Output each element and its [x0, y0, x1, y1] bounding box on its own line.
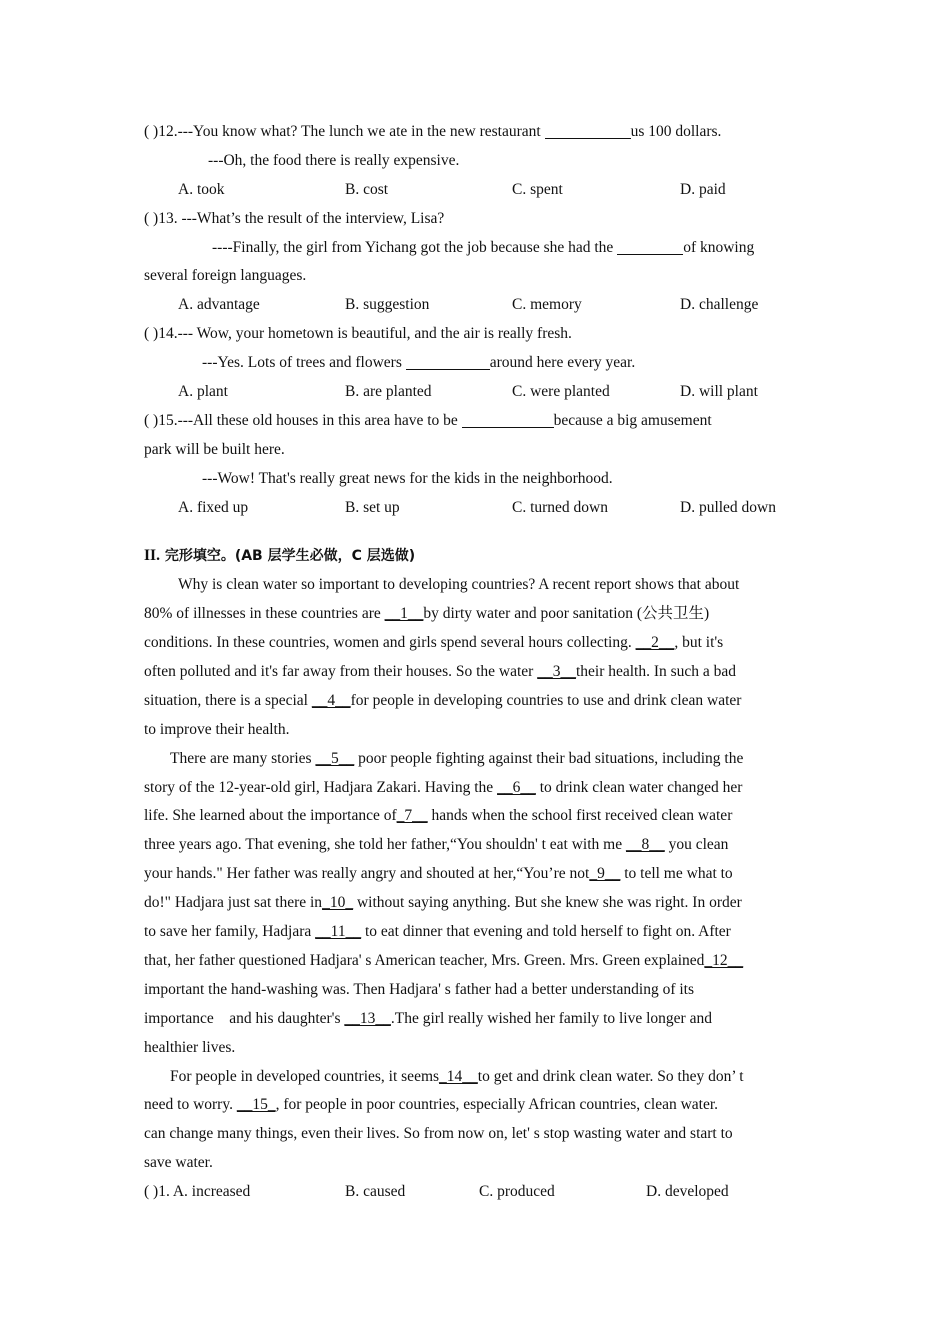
q14-option-b: B. are planted — [345, 383, 432, 401]
text: hands when the school first received clean water — [427, 807, 733, 825]
q12-stem: ( )12.---You know what? The lunch we ate in the new restaurant — [144, 123, 545, 140]
passage-p2-line7 — [144, 918, 804, 947]
blank-4: __4__ — [311, 691, 351, 709]
text: life. She learned about the importance of — [144, 807, 397, 825]
q12-option-a: A. took — [178, 180, 225, 198]
passage-p1-line3 — [144, 629, 804, 658]
text: that, her father questioned Hadjara' s American teacher, Mrs. Green. Mrs. Green explained — [144, 951, 705, 969]
cq1-option-d: D. developed — [646, 1183, 729, 1201]
text: to save her family, Hadjara — [144, 923, 316, 941]
passage-p1-line1: Why is clean water so important to developing countries? A recent report shows that about — [178, 576, 740, 594]
passage-p3-line4: save water. — [144, 1154, 213, 1172]
text: For people in developed countries, it seems — [170, 1067, 440, 1085]
q13-reply-cont: several foreign languages. — [144, 267, 307, 285]
q14-reply-text: ---Yes. Lots of trees and flowers — [202, 354, 406, 372]
q15-option-c: C. turned down — [512, 498, 609, 516]
text: to get and drink clean water. So they don’ t — [477, 1067, 744, 1085]
passage-p1-line6: to improve their health. — [144, 720, 290, 738]
blank-2: __2__ — [635, 634, 675, 652]
blank-3: __3__ — [537, 663, 576, 681]
text: 80% of illnesses in these countries are — [144, 605, 385, 623]
passage-p2-line1 — [144, 745, 804, 774]
passage-p3-line2 — [144, 1091, 804, 1120]
passage-p3-line3: can change many things, even their lives. So from now on, let' s stop wasting water and start to — [144, 1125, 733, 1143]
text: three years ago. That evening, she told her father,“You shouldn' t eat with me — [144, 836, 626, 854]
section-heading — [144, 542, 804, 571]
blank-14: _14__ — [439, 1067, 478, 1085]
question-12 — [144, 118, 804, 147]
q12-reply: ---Oh, the food there is really expensive. — [208, 151, 460, 169]
text: by dirty water and poor sanitation (公共卫生) — [423, 605, 710, 623]
text: , but it's — [674, 634, 724, 652]
blank-5: __5__ — [315, 749, 355, 767]
passage-p1-line5 — [144, 687, 804, 716]
text: situation, there is a special — [144, 691, 312, 709]
question-15 — [144, 407, 804, 436]
q13-option-c: C. memory — [512, 296, 582, 314]
q13-reply-text: ----Finally, the girl from Yichang got the job because she had the — [212, 238, 618, 256]
blank-6: __6__ — [497, 778, 536, 796]
worksheet-page — [144, 118, 804, 1207]
blank-8: __8__ — [625, 836, 665, 854]
q15-blank — [462, 409, 554, 428]
text: their health. In such a bad — [575, 663, 737, 681]
passage-p2-line3 — [144, 802, 804, 831]
q13-option-d: D. challenge — [680, 296, 759, 314]
passage-p1-line4 — [144, 658, 804, 687]
q13-blank — [617, 236, 683, 255]
section-number: II. — [144, 547, 160, 565]
text: to tell me what to — [620, 865, 733, 883]
text: poor people fighting against their bad situations, including the — [354, 749, 744, 767]
blank-1: __1__ — [384, 605, 424, 623]
text: you clean — [664, 836, 729, 854]
text: to drink clean water changed her — [535, 778, 743, 796]
q15-stem-cont: park will be built here. — [144, 440, 285, 458]
q13-option-a: A. advantage — [178, 296, 260, 314]
passage-p2-line10 — [144, 1005, 804, 1034]
text: , for people in poor countries, especially African countries, clean water. — [275, 1096, 719, 1114]
text: your hands." Her father was really angry and shouted at her,“You’re not — [144, 865, 590, 883]
q13-option-b: B. suggestion — [345, 296, 430, 314]
q13-reply — [144, 234, 804, 263]
q14-reply — [144, 349, 804, 378]
q15-stem-end: because a big amusement — [553, 411, 712, 429]
q12-stem-end: us 100 dollars. — [630, 123, 722, 140]
q15-option-b: B. set up — [345, 498, 400, 516]
passage-p2-line4 — [144, 831, 804, 860]
text: need to worry. — [144, 1096, 237, 1114]
text: conditions. In these countries, women and girls spend several hours collecting. — [144, 634, 636, 652]
text: There are many stories — [170, 749, 316, 767]
blank-10: _10_ — [322, 894, 354, 912]
text: do!" Hadjara just sat there in — [144, 894, 323, 912]
passage-p2-line8 — [144, 947, 804, 976]
q15-option-d: D. pulled down — [680, 498, 777, 516]
cq1-option-b: B. caused — [345, 1183, 406, 1201]
section-title: 完形填空。(AB 层学生必做，C 层选做) — [159, 548, 416, 565]
text: to eat dinner that evening and told herself to fight on. After — [361, 923, 731, 941]
blank-9: _9__ — [589, 865, 621, 883]
text: often polluted and it's far away from their houses. So the water — [144, 663, 538, 681]
question-14: ( )14.--- Wow, your hometown is beautiful, and the air is really fresh. — [144, 325, 572, 343]
q14-option-c: C. were planted — [512, 383, 610, 401]
q15-options — [144, 494, 804, 523]
passage-p2-line2 — [144, 774, 804, 803]
q12-option-d: D. paid — [680, 180, 726, 198]
q13-options — [144, 291, 804, 320]
text: without saying anything. But she knew she was right. In order — [353, 894, 742, 912]
text: for people in developing countries to use and drink clean water — [350, 691, 742, 709]
q12-blank — [545, 120, 631, 139]
passage-p1-line2 — [144, 600, 804, 629]
q13-reply-end: of knowing — [683, 238, 755, 256]
q14-reply-end: around here every year. — [489, 354, 636, 372]
cq1-stem: ( )1. A. increased — [144, 1183, 251, 1201]
blank-13: __13__ — [344, 1009, 391, 1027]
q15-stem: ( )15.---All these old houses in this area have to be — [144, 411, 462, 429]
q12-option-b: B. cost — [345, 180, 389, 198]
q15-reply: ---Wow! That's really great news for the kids in the neighborhood. — [202, 469, 613, 487]
passage-p2-line9: important the hand-washing was. Then Hadjara' s father had a better understanding of its — [144, 980, 695, 998]
q15-option-a: A. fixed up — [178, 498, 249, 516]
question-13: ( )13. ---What’s the result of the interview, Lisa? — [144, 209, 445, 227]
blank-11: __11__ — [315, 923, 362, 941]
q14-option-a: A. plant — [178, 383, 228, 401]
text: story of the 12-year-old girl, Hadjara Zakari. Having the — [144, 778, 498, 796]
cq1-option-c: C. produced — [479, 1183, 555, 1201]
q14-blank — [406, 351, 490, 370]
text: importance and his daughter's — [144, 1009, 345, 1027]
q14-option-d: D. will plant — [680, 383, 758, 401]
blank-15: __15_ — [236, 1096, 276, 1114]
q12-options — [144, 176, 804, 205]
passage-p2-line6 — [144, 889, 804, 918]
blank-7: _7__ — [396, 807, 428, 825]
passage-p2-line5 — [144, 860, 804, 889]
passage-p2-line11: healthier lives. — [144, 1038, 236, 1056]
text: .The girl really wished her family to live longer and — [390, 1009, 712, 1027]
cloze-question-1 — [144, 1178, 804, 1207]
passage-p3-line1 — [144, 1063, 804, 1092]
blank-12: _12__ — [704, 951, 744, 969]
q14-options — [144, 378, 804, 407]
q12-option-c: C. spent — [512, 180, 563, 198]
